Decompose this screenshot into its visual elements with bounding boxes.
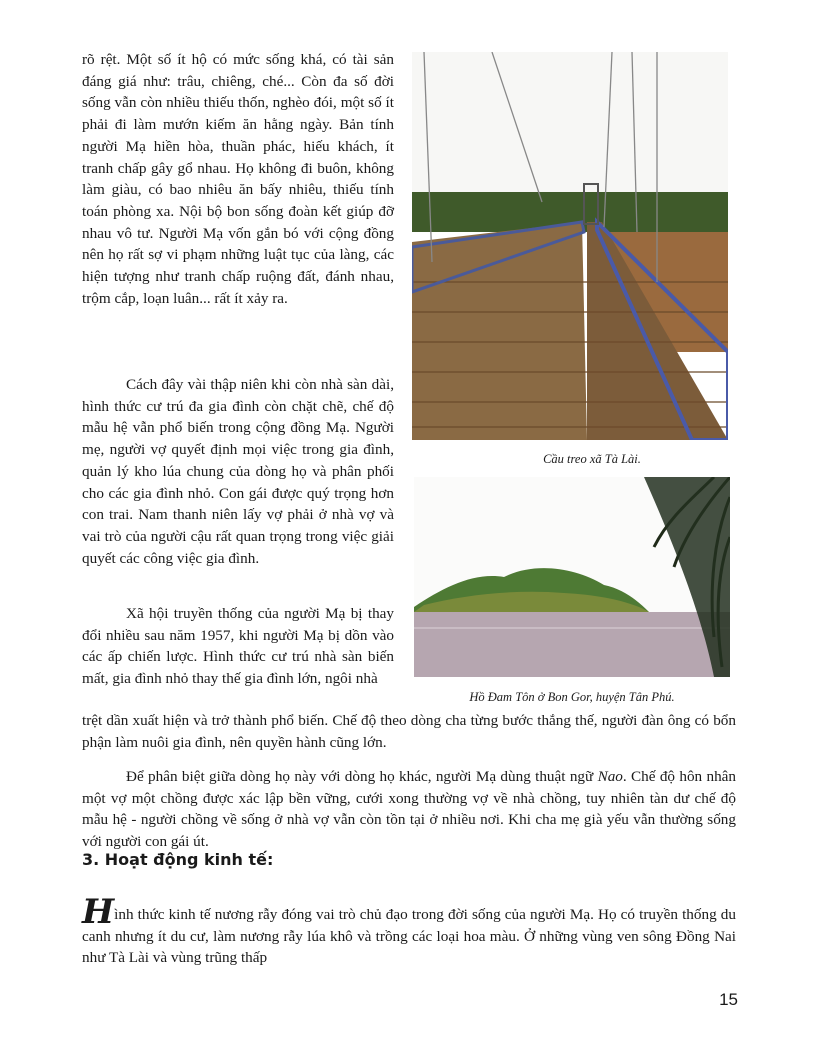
- paragraph-lineage: [82, 766, 736, 853]
- paragraph-economy: [82, 892, 736, 969]
- lineage-text-after: . Chế độ hôn nhân một vợ một chồng được xác lập bền vững, cưới xong thường vợ về nhà chồng, tuy nhiên tàn dư chế độ mẫu hệ - người chồng về sống ở nhà vợ vẫn còn tồn tại ở nhiều nơi. Khi cha mẹ già yếu vẫn thường sống với người con gái út.: [82, 768, 736, 851]
- lineage-term: Nao: [597, 768, 623, 785]
- drop-cap: H: [82, 892, 115, 932]
- section-heading: 3. Hoạt động kinh tế:: [82, 850, 274, 869]
- lineage-text-before: Để phân biệt giữa dòng họ này với dòng họ khác, người Mạ dùng thuật ngữ: [126, 768, 598, 785]
- paragraph-matriarchy: Cách đây vài thập niên khi còn nhà sàn dài, hình thức cư trú đa gia đình còn chặt chẽ, chế độ mẫu hệ vẫn phổ biến trong cộng đồng Mạ. Người mẹ, người vợ quyết định mọi việc trong gia đình, quản lý kho lúa chung của dòng họ và phân phối cho các gia đình nhỏ. Con gái được quý trọng hơn con trai. Nam thanh niên lấy vợ phải ở nhà vợ và vai trò của người cậu rất quan trọng trong việc giải quyết các công việc gia đình.: [82, 376, 394, 567]
- paragraph-society-change-continued: trệt dần xuất hiện và trở thành phổ biến. Chế độ theo dòng cha từng bước thắng thế, người đàn ông có bổn phận làm nuôi gia đình, nên quyền hành cũng lớn.: [82, 712, 736, 751]
- economy-text: ình thức kinh tế nương rẫy đóng vai trò chủ đạo trong đời sống của người Mạ. Họ có truyền thống du canh nhưng ít du cư, làm nương rẫy lúa khô và trồng các loại hoa màu. Ở những vùng ven sông Đồng Nai như Tà Lài và vùng trũng thấp: [82, 906, 736, 967]
- lake-caption: Hồ Đam Tôn ở Bon Gor, huyện Tân Phú.: [469, 690, 675, 704]
- bridge-caption: Cầu treo xã Tà Lài.: [543, 452, 641, 466]
- lake-photo: [414, 477, 730, 677]
- page-number: 15: [719, 990, 738, 1009]
- paragraph-living-conditions: rõ rệt. Một số ít hộ có mức sống khá, có tài sản đáng giá như: trâu, chiêng, ché... Còn đa số đời sống vẫn còn nhiều thiếu thốn, nghèo đói, một số ít phải đi làm mướn kiếm ăn hằng ngày. Bản tính người Mạ hiền hòa, thuần phác, hiếu khách, ít tranh chấp gây gổ nhau. Họ không đi buôn, không làm giàu, có bao nhiêu ăn bấy nhiêu, thiếu tính toán phòng xa. Nội bộ bon sống đoàn kết giúp đỡ nhau vô tư. Người Mạ vốn gắn bó với cộng đồng nên họ rất sợ vi phạm những luật tục của làng, các hiện tượng như tranh chấp ruộng đất, đánh nhau, trộm cắp, loạn luân... rất ít xảy ra.: [82, 51, 394, 307]
- bridge-photo: [412, 52, 728, 440]
- paragraph-society-change: Xã hội truyền thống của người Mạ bị thay đổi nhiều sau năm 1957, khi người Mạ bị dồn vào các ấp chiến lược. Hình thức cư trú nhà sàn biến mất, gia đình nhỏ thay thế gia đình lớn, ngôi nhà: [82, 605, 394, 688]
